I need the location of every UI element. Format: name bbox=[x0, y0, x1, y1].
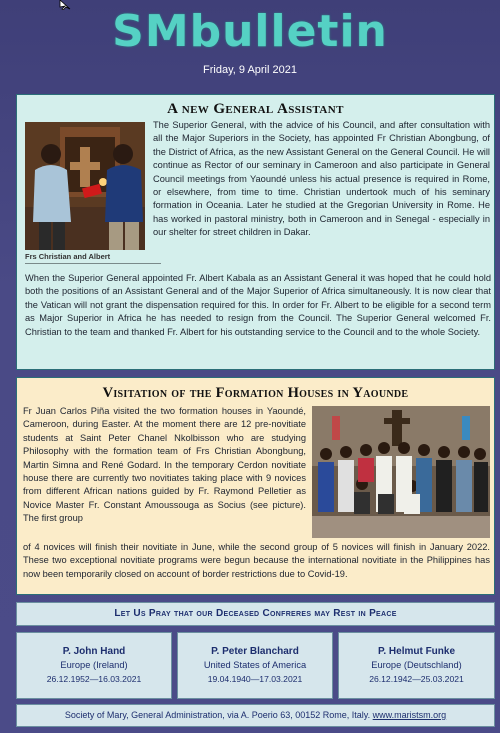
photo-caption: Frs Christian and Albert bbox=[25, 252, 161, 264]
confrere-province: United States of America bbox=[203, 660, 307, 670]
issue-date: Friday, 9 April 2021 bbox=[203, 64, 297, 76]
prayer-heading: Let Us Pray that our Deceased Confreres may Rest in Peace bbox=[16, 602, 495, 626]
article-paragraph: Fr Juan Carlos Piña visited the two formation houses in Yaoundé, Cameroon, during Easter. At the moment there are 12 pre-novitiate students at Saint Peter Chanel Nkolbisson who are studying Philosophy with the formation team of Frs Christian Abongbung, Martin Simna and René Godard. In the temporary Cerdon novitiate house there are currently two novitiates taking place with 9 novices from different African nations guided by Fr. Raymond Pelletier as Novice Master Fr. Constant Amoussouga as Socius (see picture). The first group bbox=[23, 406, 306, 524]
article-paragraph: The Superior General, with the advice of his Council, and after consultation with all the Major Superiors in the Society, has appointed Fr Christian Abongbung, of the District of Africa, as the new Assistant General on the General Council. He will continue as Rector of our seminary in Cameroon and also participate in General Council meetings from Yaoundé unless his actual presence is required in Rome, or elsewhere, from time to time. Christian undertook much of his seminary formation in Oceania. Later he studied at the Gregorian University in Rome. He has worked in pastoral ministry, both in Cameroon and in Senegal - especially in our shelter for street children in Dakar. bbox=[153, 120, 490, 238]
confrere-name: P. Helmut Funke bbox=[377, 646, 456, 657]
article-visitation-formation-houses bbox=[16, 377, 495, 595]
confrere-province: Europe (Deutschland) bbox=[371, 660, 462, 670]
photo-novices-group bbox=[312, 406, 490, 538]
article-paragraph: of 4 novices will finish their novitiate in June, while the second group of 5 novices will finish in January 2022. These two exceptional novitiate programs were begun because the international novitiate in the Philippines has now been temporarily closed on account of border restrictions due to Covid-19. bbox=[23, 542, 490, 579]
footer-address: Society of Mary, General Administration, via A. Poerio 63, 00152 Rome, Italy. bbox=[64, 710, 371, 720]
article-paragraph: When the Superior General appointed Fr. Albert Kabala as an Assistant General it was hoped that he could hold both the positions of an Assistant General and of the Major Superior of Africa simultaneously. It is now clear that the Vatican will not grant the dispensation required for this. In order for Fr. Albert to be eligible for a second term as Major Superior in Africa he has needed to resign from the Council. The Superior General welcomed Fr. Christian to the team and thanked Fr. Albert for his outstanding service to the Council and to the whole Society. bbox=[25, 273, 491, 337]
confrere-name: P. Peter Blanchard bbox=[211, 646, 299, 657]
article-heading: Visitation of the Formation Houses in Yaounde bbox=[102, 385, 409, 401]
photo-christian-and-albert bbox=[25, 122, 145, 250]
website-link[interactable]: www.maristsm.org bbox=[372, 710, 447, 720]
newsletter-title: SMbulletin bbox=[112, 6, 388, 57]
confrere-dates: 19.04.1940—17.03.2021 bbox=[207, 674, 303, 684]
deceased-confrere-card bbox=[16, 632, 172, 699]
article-new-general-assistant bbox=[16, 94, 495, 370]
masthead bbox=[0, 6, 500, 76]
article-heading: A new General Assistant bbox=[167, 101, 344, 117]
confrere-province: Europe (Ireland) bbox=[60, 660, 128, 670]
confrere-name: P. John Hand bbox=[62, 646, 126, 657]
deceased-confrere-card bbox=[177, 632, 333, 699]
confrere-dates: 26.12.1942—25.03.2021 bbox=[369, 674, 464, 684]
deceased-confrere-card bbox=[338, 632, 495, 699]
footer bbox=[16, 704, 495, 727]
confrere-dates: 26.12.1952—16.03.2021 bbox=[46, 674, 142, 684]
